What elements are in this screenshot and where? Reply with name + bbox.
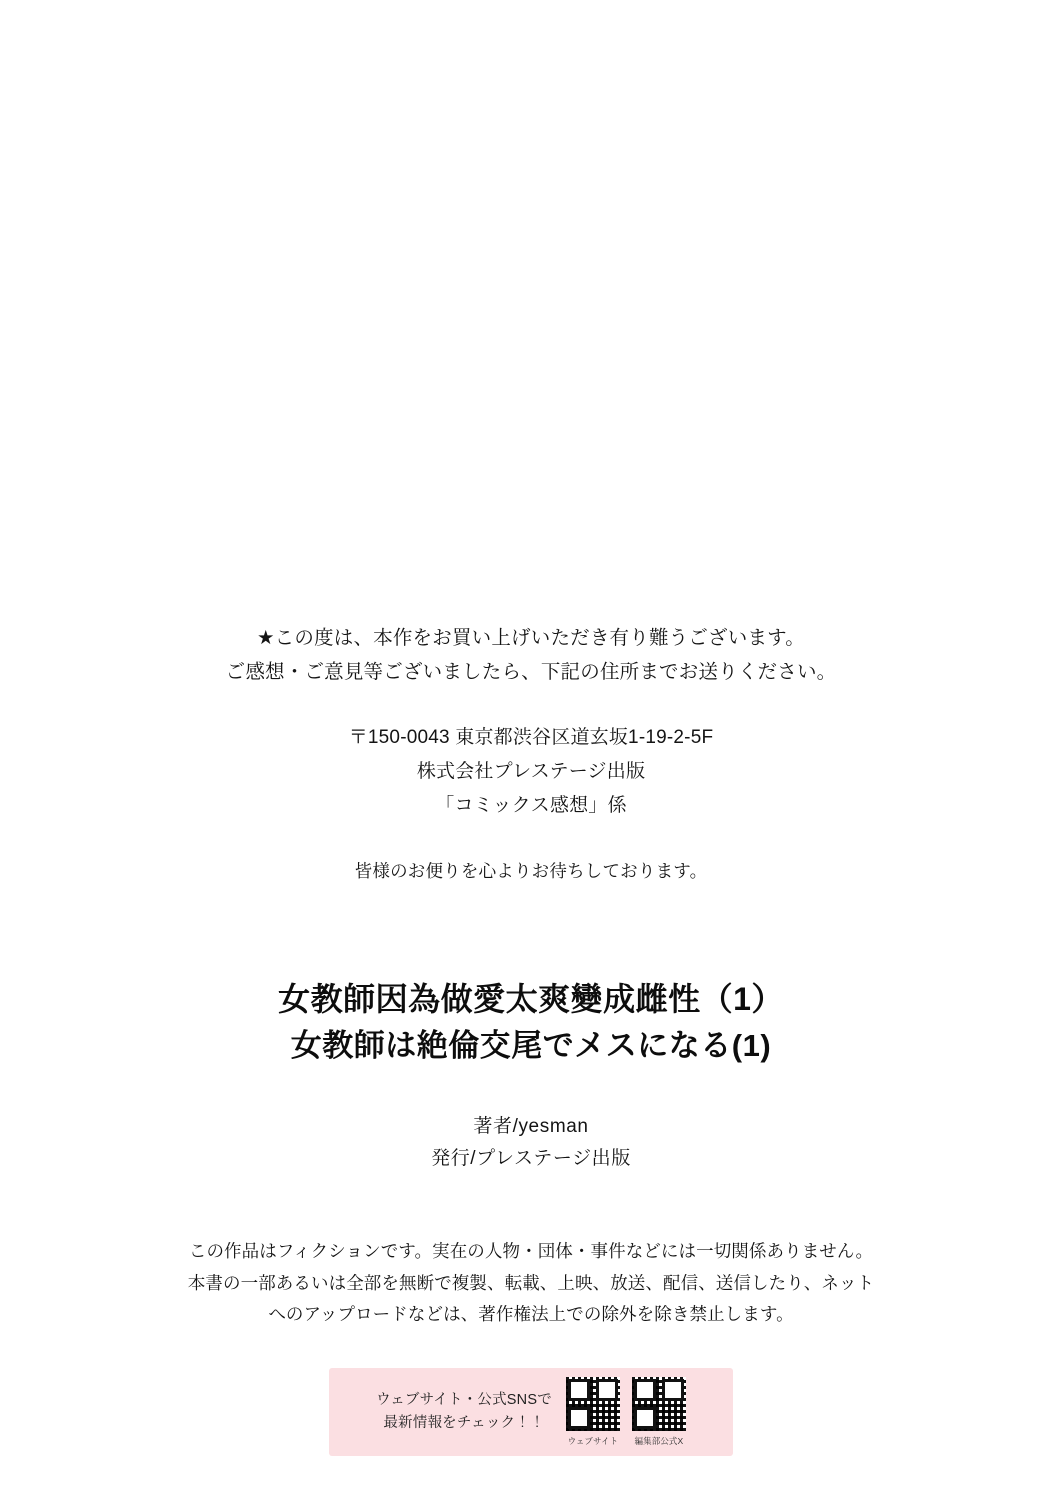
editorial-x-qr-caption: 編集部公式X xyxy=(634,1435,684,1446)
title-japanese: 女教師は絶倫交尾でメスになる(1) xyxy=(290,1028,772,1064)
promo-banner xyxy=(329,1368,733,1456)
greeting-line-1: ★この度は、本作をお買い上げいただき有り難うございます。 xyxy=(256,627,805,649)
address-line-3: 「コミックス感想」係 xyxy=(435,794,627,816)
credit-author: 著者/yesman xyxy=(473,1115,589,1137)
credits-block xyxy=(431,1111,631,1175)
qr-item-website[interactable] xyxy=(566,1377,620,1447)
promo-line-2: 最新情報をチェック！！ xyxy=(383,1414,545,1431)
website-qr-caption: ウェブサイト xyxy=(567,1435,619,1446)
legal-line-1: この作品はフィクションです。実在の人物・団体・事件などには一切関係ありません。 xyxy=(188,1241,874,1262)
address-block xyxy=(349,721,714,822)
credit-publisher: 発行/プレステージ出版 xyxy=(431,1147,631,1169)
address-line-1: 〒150-0043 東京都渋谷区道玄坂1-19-2-5F xyxy=(348,727,714,749)
editorial-x-qr-icon[interactable] xyxy=(632,1377,686,1431)
qr-code-group xyxy=(566,1377,686,1447)
promo-text xyxy=(376,1389,552,1434)
greeting-line-2: ご感想・ご意見等ございましたら、下記の住所までお送りください。 xyxy=(225,660,837,683)
legal-line-2: 本書の一部あるいは全部を無断で複製、転載、上映、放送、配信、送信したり、ネット xyxy=(187,1272,875,1293)
closing-message: 皆様のお便りを心よりお待ちしております。 xyxy=(354,860,708,881)
greeting-block xyxy=(226,622,837,689)
address-line-2: 株式会社プレステージ出版 xyxy=(416,760,646,782)
promo-line-1: ウェブサイト・公式SNSで xyxy=(376,1392,552,1409)
legal-notice xyxy=(151,1236,911,1329)
title-chinese: 女教師因為做愛太爽變成雌性（1） xyxy=(278,981,784,1018)
website-qr-icon[interactable] xyxy=(566,1377,620,1431)
title-block xyxy=(278,978,784,1066)
qr-item-editorial-x[interactable] xyxy=(632,1377,686,1447)
legal-line-3: へのアップロードなどは、著作権法上での除外を除き禁止します。 xyxy=(268,1303,794,1324)
